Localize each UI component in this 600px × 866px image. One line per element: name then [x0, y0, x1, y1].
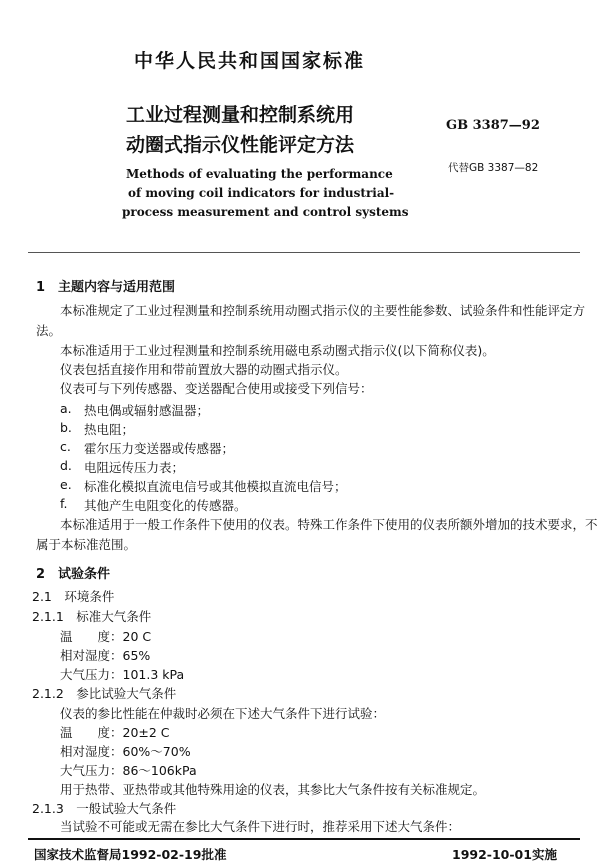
list-item-label: a. — [60, 401, 72, 416]
section1-heading: 1 主题内容与适用范围 — [36, 280, 176, 295]
header-divider — [28, 252, 580, 253]
ref-conditions-intro: 仪表的参比性能在仲裁时必须在下述大气条件下进行试验： — [60, 706, 386, 721]
ref-pressure: 大气压力：86～106kPa — [60, 763, 197, 778]
section2-heading: 2 试验条件 — [36, 567, 111, 582]
std-humidity: 相对湿度：65% — [60, 648, 151, 663]
list-item-label: b. — [60, 420, 72, 435]
section1-para5-line2: 属于本标准范围。 — [36, 537, 137, 552]
title-en-line1: Methods of evaluating the performance — [126, 167, 393, 181]
list-item-text: 热电阻； — [84, 422, 135, 437]
list-item-text: 热电偶或辐射感温器； — [84, 403, 210, 418]
replaces-note: 代替GB 3387—82 — [448, 162, 539, 174]
ref-conditions-note: 用于热带、亚热带或其他特殊用途的仪表，其参比大气条件按有关标准规定。 — [60, 782, 486, 797]
title-en-line2: of moving coil indicators for industrial- — [128, 186, 395, 200]
list-item-label: d. — [60, 458, 72, 473]
general-conditions-intro: 当试验不可能或无需在参比大气条件下进行时，推荐采用下述大气条件： — [60, 819, 461, 834]
std-temperature: 温 度：20 C — [60, 629, 152, 644]
std-pressure: 大气压力：101.3 kPa — [60, 667, 185, 682]
standard-code: GB 3387—92 — [446, 118, 540, 133]
ref-temperature: 温 度：20±2 C — [60, 725, 170, 740]
section1-para2: 本标准适用于工业过程测量和控制系统用磁电系动圈式指示仪(以下简称仪表)。 — [60, 343, 495, 358]
list-item-text: 霍尔压力变送器或传感器； — [84, 441, 235, 456]
section1-para5-line1: 本标准适用于一般工作条件下使用的仪表。特殊工作条件下使用的仪表所额外增加的技术要求，不 — [60, 517, 598, 532]
effective-date: 1992-10-01实施 — [452, 847, 557, 862]
section1-para4: 仪表可与下列传感器、变送器配合使用或接受下列信号： — [60, 381, 373, 396]
approval-date: 国家技术监督局1992-02-19批准 — [34, 847, 227, 862]
section1-para1-line2: 法。 — [36, 323, 62, 338]
subsection-2-1-1: 2.1.1 标准大气条件 — [32, 609, 152, 624]
title-zh-line2: 动圈式指示仪性能评定方法 — [126, 134, 355, 156]
list-item-text: 标准化模拟直流电信号或其他模拟直流电信号； — [84, 479, 347, 494]
ref-humidity: 相对湿度：60%～70% — [60, 744, 191, 759]
title-en-line3: process measurement and control systems — [122, 205, 409, 219]
list-item-label: e. — [60, 477, 72, 492]
subsection-2-1: 2.1 环境条件 — [32, 589, 115, 604]
section1-para1-line1: 本标准规定了工业过程测量和控制系统用动圈式指示仪的主要性能参数、试验条件和性能评定方 — [60, 303, 586, 318]
section1-para3: 仪表包括直接作用和带前置放大器的动圈式指示仪。 — [60, 362, 348, 377]
list-item-label: f. — [60, 496, 68, 511]
footer-divider — [28, 838, 580, 840]
list-item-label: c. — [60, 439, 71, 454]
subsection-2-1-2: 2.1.2 参比试验大气条件 — [32, 686, 177, 701]
subsection-2-1-3: 2.1.3 一般试验大气条件 — [32, 801, 177, 816]
national-standard-heading: 中华人民共和国国家标准 — [134, 50, 366, 72]
list-item-text: 其他产生电阻变化的传感器。 — [84, 498, 247, 513]
list-item-text: 电阻远传压力表； — [84, 460, 185, 475]
title-zh-line1: 工业过程测量和控制系统用 — [126, 104, 355, 126]
